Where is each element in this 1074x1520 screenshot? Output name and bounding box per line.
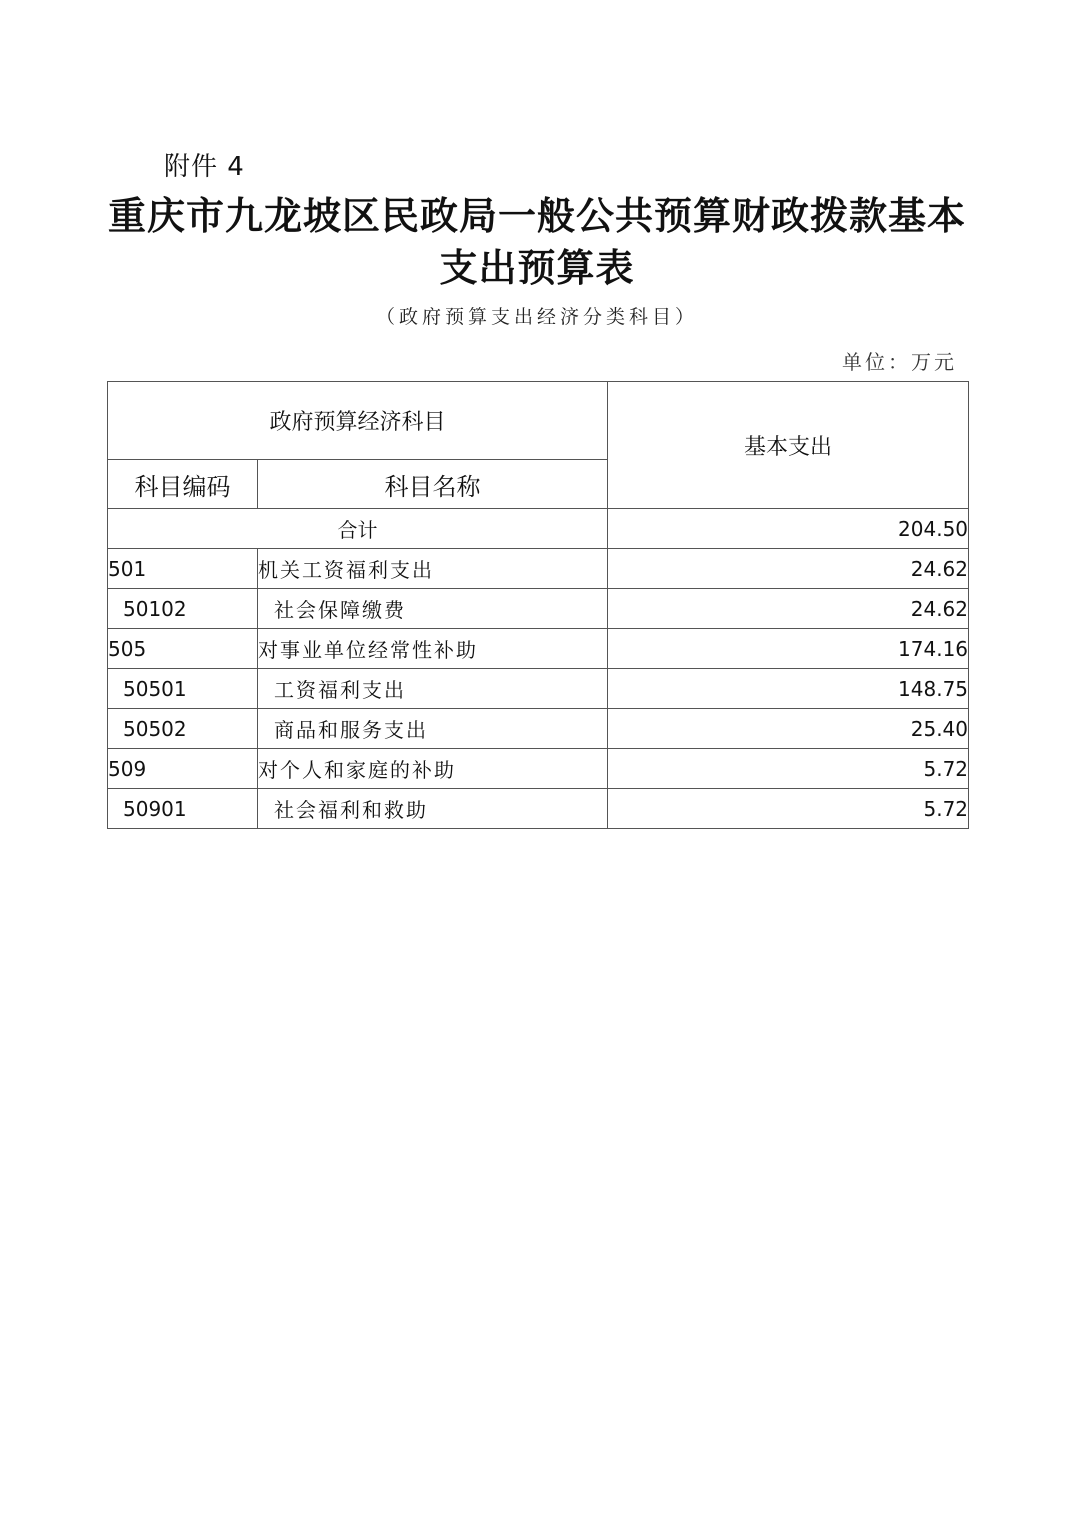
subject-name: 对事业单位经常性补助 <box>258 629 608 669</box>
subject-code: 505 <box>108 629 258 669</box>
attachment-label: 附件 4 <box>164 152 245 182</box>
subject-name: 商品和服务支出 <box>258 709 608 749</box>
subject-amount: 5.72 <box>608 749 969 789</box>
page-title: 重庆市九龙坡区民政局一般公共预算财政拨款基本支出预算表 <box>107 193 966 290</box>
table-row <box>108 749 969 789</box>
subject-code: 509 <box>108 749 258 789</box>
total-amount: 204.50 <box>608 509 969 549</box>
table-row <box>108 709 969 749</box>
subject-name: 社会福利和救助 <box>258 789 608 829</box>
subject-amount: 5.72 <box>608 789 969 829</box>
total-label: 合计 <box>108 509 608 549</box>
subject-code: 50901 <box>108 789 258 829</box>
budget-table <box>107 381 969 829</box>
header-subject-code: 科目编码 <box>108 460 258 509</box>
page-subtitle: （政府预算支出经济分类科目） <box>375 306 698 328</box>
table-row <box>108 629 969 669</box>
header-economic-subject: 政府预算经济科目 <box>108 382 608 460</box>
subject-amount: 24.62 <box>608 549 969 589</box>
header-basic-expenditure: 基本支出 <box>608 382 969 509</box>
subject-name: 社会保障缴费 <box>258 589 608 629</box>
subject-name: 机关工资福利支出 <box>258 549 608 589</box>
subject-code: 50102 <box>108 589 258 629</box>
table-row <box>108 589 969 629</box>
unit-label: 单位：万元 <box>842 350 957 374</box>
subject-code: 50501 <box>108 669 258 709</box>
table-row <box>108 789 969 829</box>
table-header-row <box>108 382 969 460</box>
header-subject-name: 科目名称 <box>258 460 608 509</box>
table-row <box>108 669 969 709</box>
subject-code: 501 <box>108 549 258 589</box>
subject-amount: 25.40 <box>608 709 969 749</box>
subject-amount: 24.62 <box>608 589 969 629</box>
table-row <box>108 549 969 589</box>
subject-name: 对个人和家庭的补助 <box>258 749 608 789</box>
subject-code: 50502 <box>108 709 258 749</box>
total-row <box>108 509 969 549</box>
subject-amount: 174.16 <box>608 629 969 669</box>
subject-name: 工资福利支出 <box>258 669 608 709</box>
subject-amount: 148.75 <box>608 669 969 709</box>
